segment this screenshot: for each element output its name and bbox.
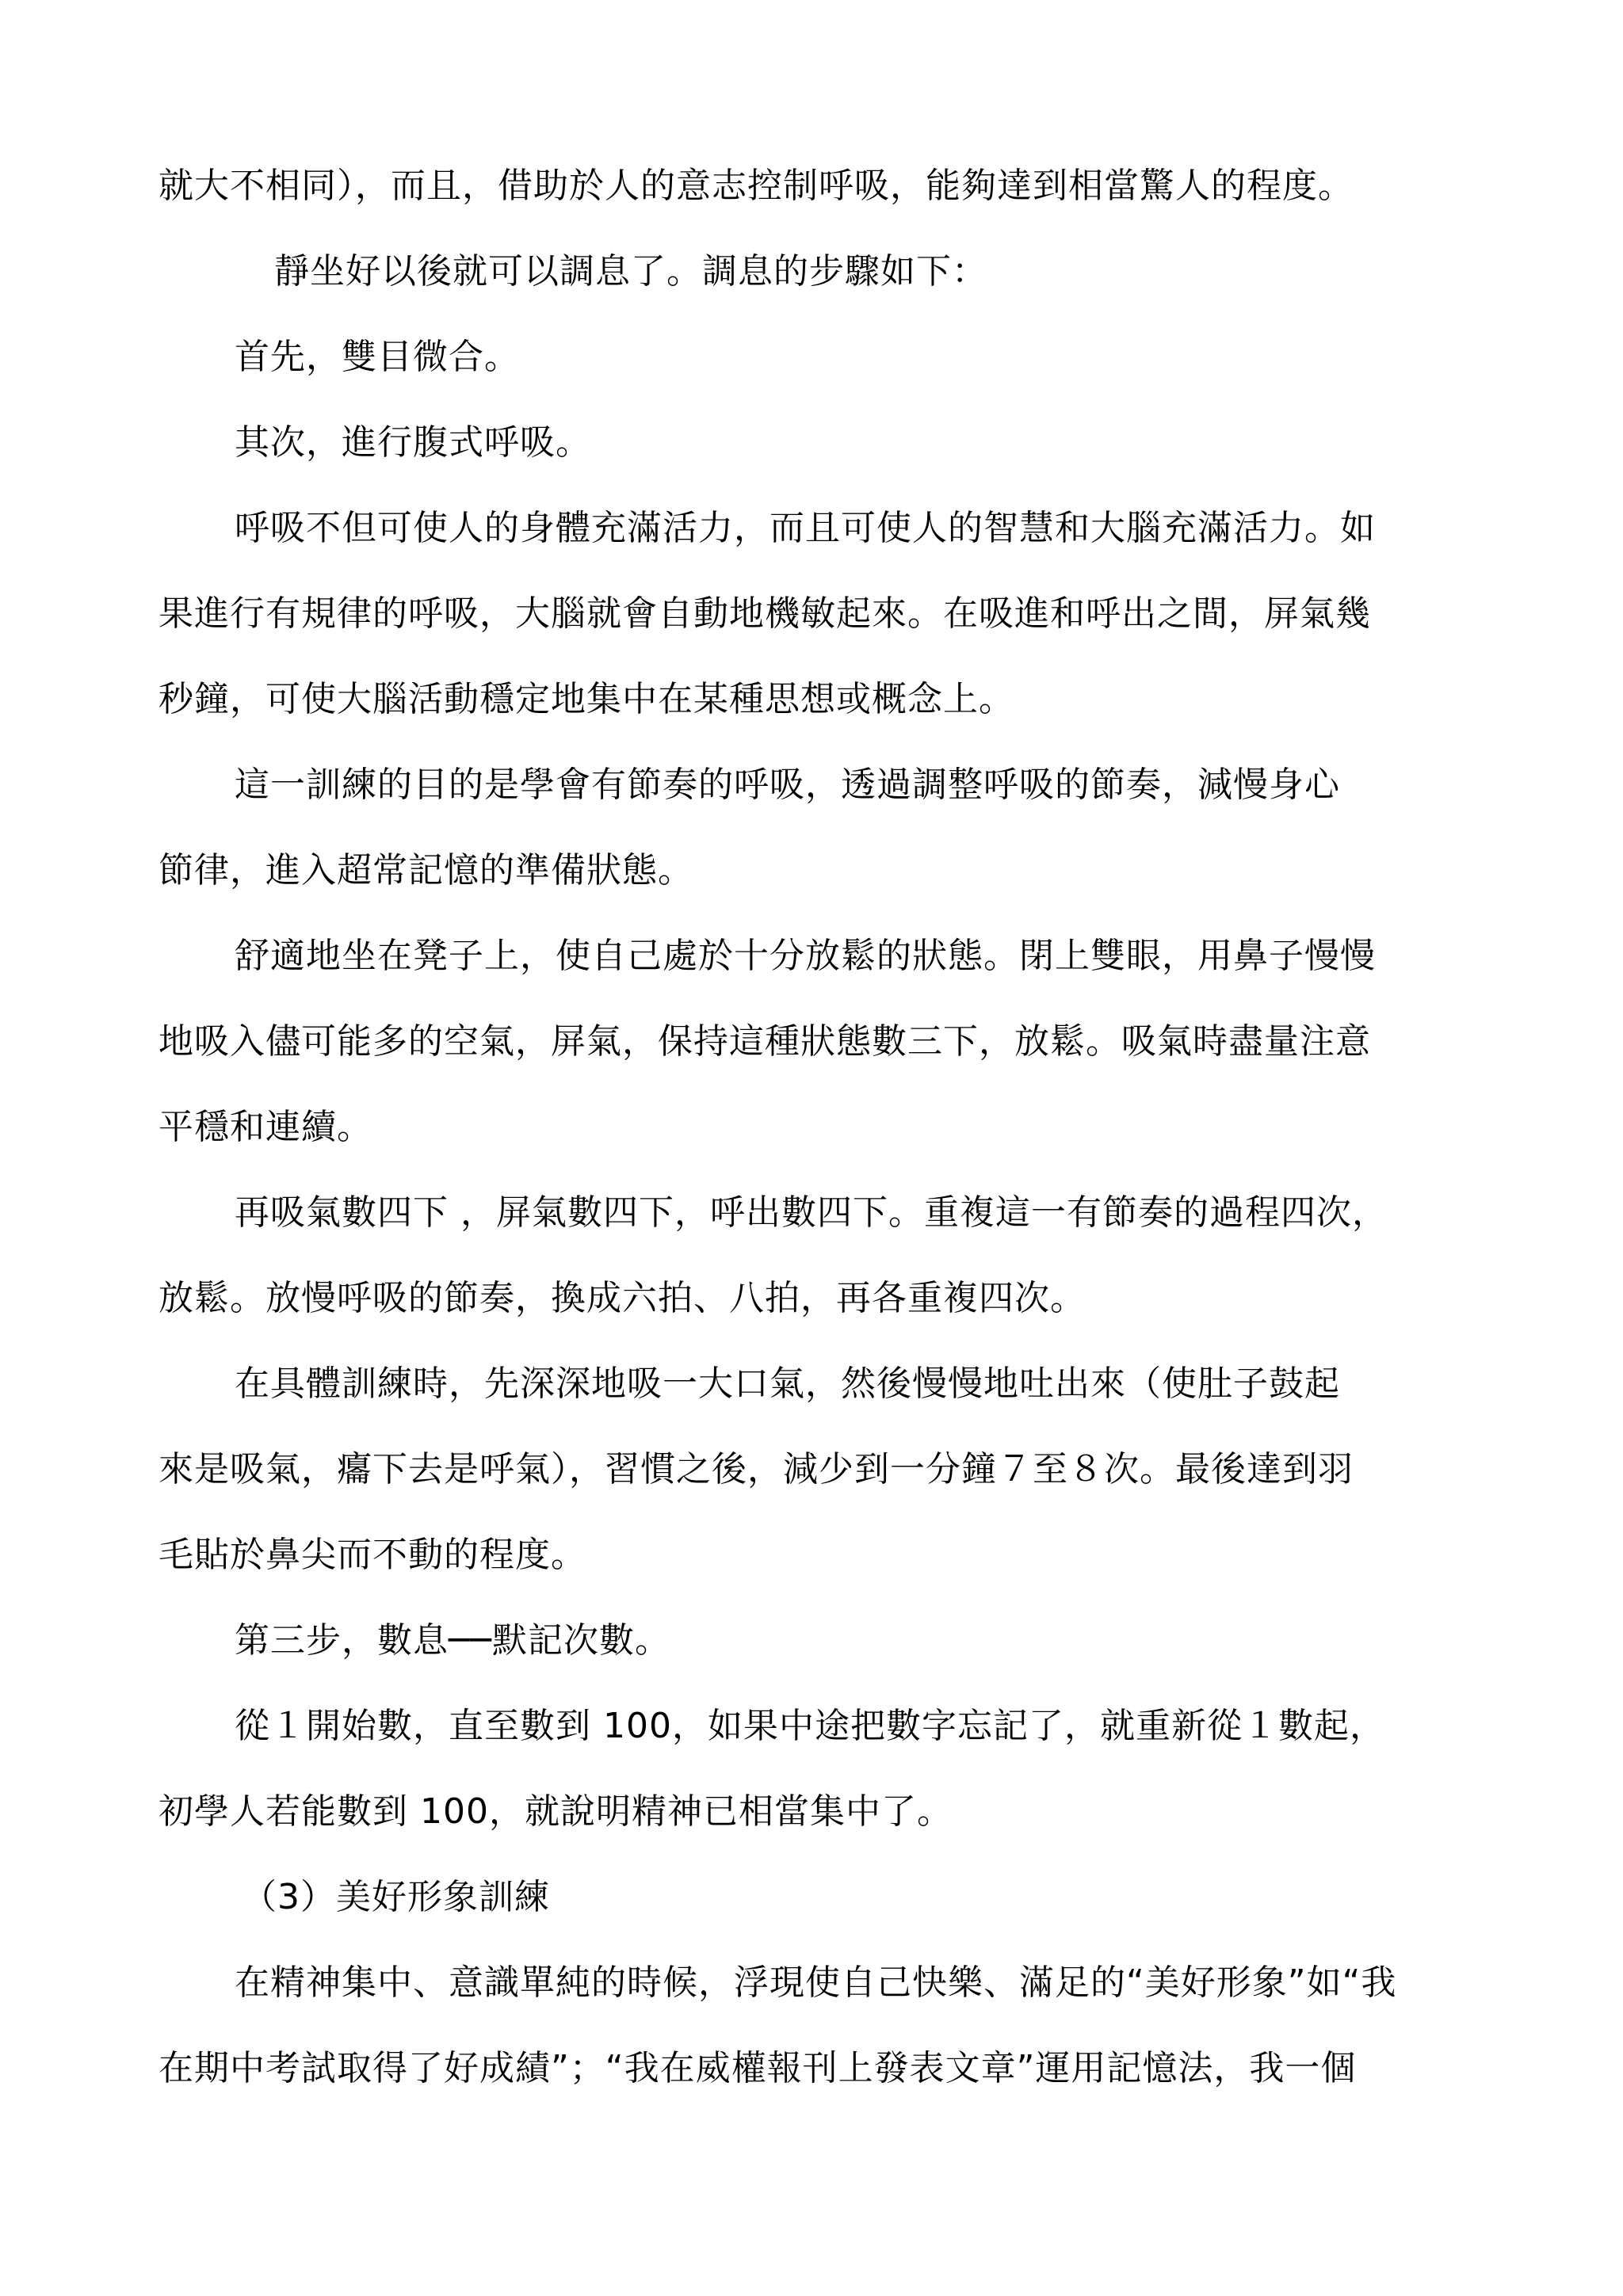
text-line: 平穩和連續。 (158, 1107, 372, 1147)
text-line: 在精神集中、意識單純的時候，浮現使自己快樂、滿足的“美好形象”如“我 (235, 1962, 1397, 2003)
text-line: 這一訓練的目的是學會有節奏的呼吸，透過調整呼吸的節奏，減慢身心 (235, 765, 1340, 805)
text-line: 地吸入儘可能多的空氣，屏氣，保持這種狀態數三下，放鬆。吸氣時盡量注意 (158, 1021, 1371, 1062)
text-line: 初學人若能數到 100，就說明精神已相當集中了。 (158, 1791, 953, 1832)
text-line: 在具體訓練時，先深深地吸一大口氣，然後慢慢地吐出來（使肚子鼓起 (235, 1363, 1340, 1404)
text-line: 秒鐘，可使大腦活動穩定地集中在某種思想或概念上。 (158, 679, 1014, 719)
text-line: 靜坐好以後就可以調息了。調息的步驟如下： (274, 251, 987, 292)
text-line: 就大不相同），而且，借助於人的意志控制呼吸，能夠達到相當驚人的程度。 (158, 166, 1354, 206)
section-heading: （3）美好形象訓練 (242, 1877, 550, 1917)
text-line: 其次，進行腹式呼吸。 (235, 422, 591, 463)
text-line: 來是吸氣，癟下去是呼氣），習慣之後，減少到一分鐘７至８次。最後達到羽 (158, 1449, 1354, 1489)
text-line: 首先，雙目微合。 (235, 337, 520, 377)
text-line: 放鬆。放慢呼吸的節奏，換成六拍、八拍，再各重複四次。 (158, 1278, 1086, 1318)
text-line: 第三步，數息──默記次數。 (235, 1620, 670, 1661)
text-line: 從１開始數，直至數到 100，如果中途把數字忘記了，就重新從１數起， (235, 1706, 1385, 1746)
text-line: 舒適地坐在凳子上，使自己處於十分放鬆的狀態。閉上雙眼，用鼻子慢慢 (235, 936, 1376, 976)
text-line: 再吸氣數四下 ，屏氣數四下，呼出數四下。重複這一有節奏的過程四次， (235, 1192, 1388, 1233)
text-line: 在期中考試取得了好成績”；“我在威權報刊上發表文章”運用記憶法，我一個 (158, 2048, 1357, 2088)
text-line: 呼吸不但可使人的身體充滿活力，而且可使人的智慧和大腦充滿活力。如 (235, 508, 1376, 548)
text-line: 節律，進入超常記憶的準備狀態。 (158, 850, 693, 891)
text-line: 果進行有規律的呼吸，大腦就會自動地機敏起來。在吸進和呼出之間，屏氣幾 (158, 593, 1371, 634)
text-line: 毛貼於鼻尖而不動的程度。 (158, 1535, 586, 1575)
